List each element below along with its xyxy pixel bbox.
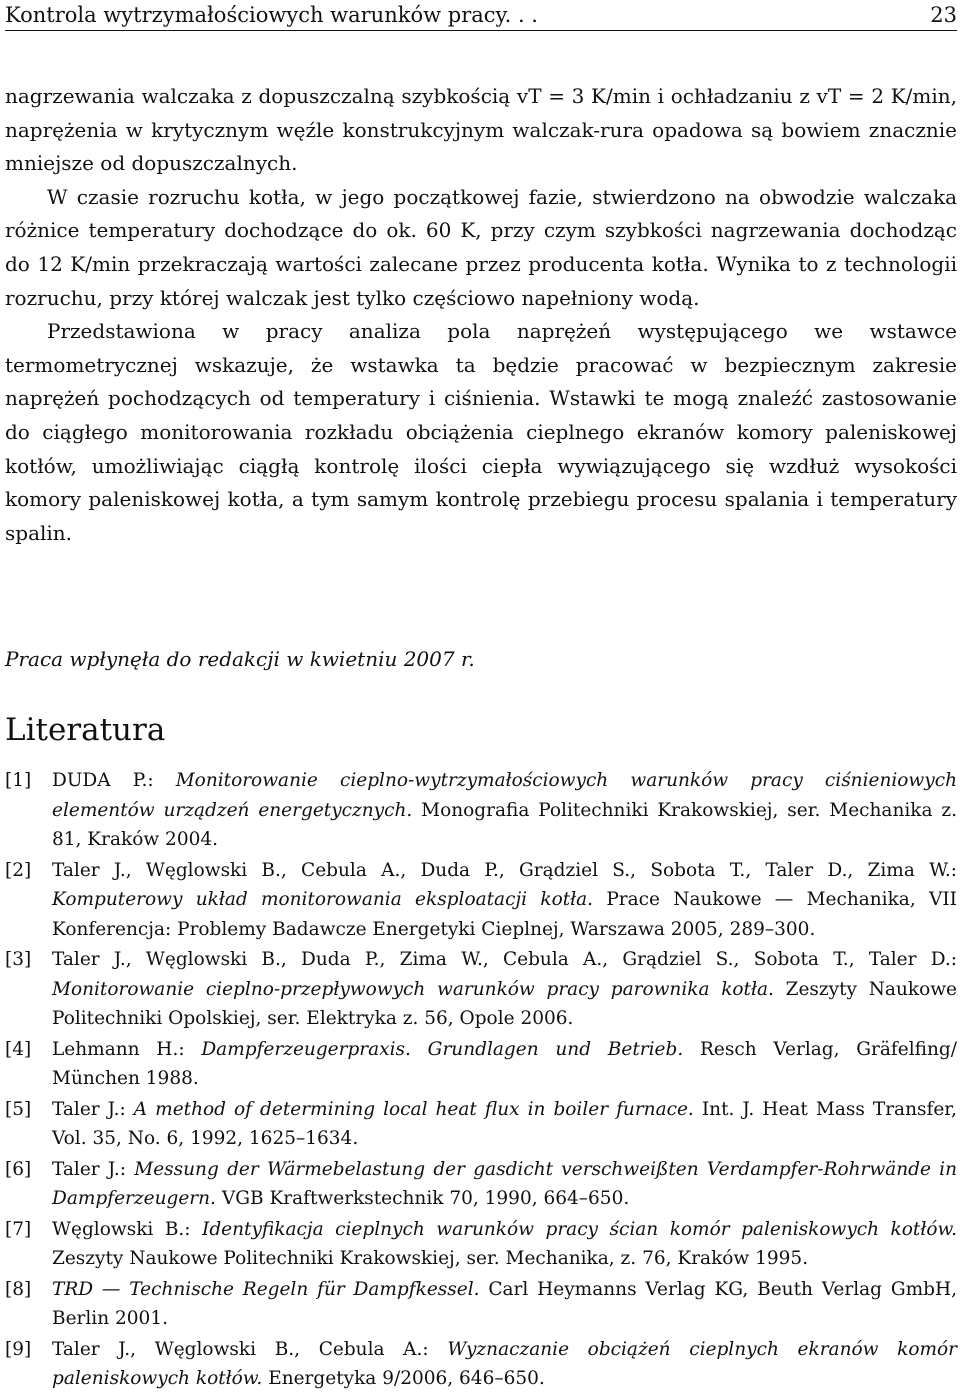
reference-item xyxy=(5,1335,957,1394)
body-text xyxy=(5,80,957,550)
paragraph: W czasie rozruchu kotła, w jego początkowej fazie, stwierdzono na obwodzie walczaka różnice temperatury dochodzące do ok. 60 K, przy czym szybkości nagrzewania dochodząc do 12 K/min przekraczają wartości zalecane przez producenta kotła. Wynika to z technologii rozruchu, przy której walczak jest tylko częściowo napełniony wodą. xyxy=(5,184,957,310)
reference-details: Monografia Politechniki Krakowskiej, ser. Mechanika z. 81, Kraków 2004. xyxy=(52,799,957,850)
reference-title: Monitorowanie cieplno-wytrzymałościowych warunków pracy ciśnieniowych elementów urządzeń energetycznych. xyxy=(52,770,957,821)
reference-number: [6] xyxy=(5,1158,32,1180)
running-title: Kontrola wytrzymałościowych warunków pracy. . . xyxy=(5,3,538,27)
section-title: Literatura xyxy=(5,712,166,748)
reference-number: [5] xyxy=(5,1098,32,1120)
reference-title: Monitorowanie cieplno-przepływowych warunków pracy parownika kotła. xyxy=(52,978,774,1000)
reference-authors: Węglowski B.: xyxy=(52,1218,191,1240)
reference-details: Int. J. Heat Mass Transfer, Vol. 35, No. 6, 1992, 1625–1634. xyxy=(52,1098,957,1149)
reference-title: TRD — Technische Regeln für Dampfkessel. xyxy=(52,1278,480,1300)
reference-item xyxy=(5,1215,957,1274)
reference-number: [8] xyxy=(5,1278,32,1300)
page-number: 23 xyxy=(930,3,957,27)
reference-details: Energetyka 9/2006, 646–650. xyxy=(268,1368,545,1389)
reference-item xyxy=(5,1095,957,1154)
reference-item xyxy=(5,1155,957,1214)
reference-item xyxy=(5,945,957,1034)
running-header xyxy=(5,2,957,31)
paragraph: nagrzewania walczaka z dopuszczalną szybkością vT = 3 K/min i ochładzaniu z vT = 2 K/min, naprężenia w krytycznym węźle konstrukcyjnym walczak-rura opadowa są bowiem znacznie mniejsze od dopuszczalnych. xyxy=(5,84,957,176)
reference-list xyxy=(5,766,957,1395)
reference-number: [4] xyxy=(5,1038,32,1060)
reference-authors: Taler J., Węglowski B., Cebula A.: xyxy=(52,1338,429,1360)
paragraph: Przedstawiona w pracy analiza pola naprężeń występującego we wstawce termometrycznej wskazuje, że wstawka ta będzie pracować w bezpiecznym zakresie naprężeń pochodzących od temperatury i ciśnienia. Wstawki te mogą znaleźć zastosowanie do ciągłego monitorowania rozkładu obciążenia cieplnego ekranów komory paleniskowej kotłów, umożliwiając ciągłą kontrolę ilości ciepła wywiązującego się wzdłuż wysokości komory paleniskowej kotła, a tym samym kontrolę przebiegu procesu spalania i temperatury spalin. xyxy=(5,319,957,545)
reference-title: Wyznaczanie obciążeń cieplnych ekranów komór paleniskowych kotłów. xyxy=(52,1338,957,1389)
reference-details: Zeszyty Naukowe Politechniki Opolskiej, ser. Elektryka z. 56, Opole 2006. xyxy=(52,978,957,1029)
reference-title: A method of determining local heat flux in boiler furnace. xyxy=(133,1098,694,1120)
reference-authors: Taler J., Węglowski B., Duda P., Zima W., Cebula A., Grądziel S., Sobota T., Taler D.: xyxy=(52,949,957,970)
reference-authors: Taler J.: xyxy=(52,1098,126,1120)
reference-item xyxy=(5,856,957,945)
reference-title: Dampferzeugerpraxis. Grundlagen und Betrieb. xyxy=(201,1038,684,1060)
reference-authors: Taler J.: xyxy=(52,1158,126,1180)
reference-number: [1] xyxy=(5,770,32,791)
reference-authors: DUDA P.: xyxy=(52,770,154,791)
reference-number: [7] xyxy=(5,1218,32,1240)
reference-number: [3] xyxy=(5,949,32,970)
reference-details: Prace Naukowe — Mechanika, VII Konferencja: Problemy Badawcze Energetyki Cieplnej, Warszawa 2005, 289–300. xyxy=(52,889,957,940)
reference-title: Messung der Wärmebelastung der gasdicht verschweißten Verdampfer-Rohrwände in Dampferzeugern. xyxy=(52,1158,958,1209)
reference-item xyxy=(5,766,957,855)
reference-details: VGB Kraftwerkstechnik 70, 1990, 664–650. xyxy=(221,1188,630,1209)
reference-details: Resch Verlag, Gräfelfing/ München 1988. xyxy=(52,1038,957,1089)
received-note: Praca wpłynęła do redakcji w kwietniu 2007 r. xyxy=(5,647,475,671)
reference-item xyxy=(5,1275,957,1334)
reference-number: [9] xyxy=(5,1338,32,1360)
reference-details: Zeszyty Naukowe Politechniki Krakowskiej, ser. Mechanika, z. 76, Kraków 1995. xyxy=(52,1248,809,1269)
reference-details: Carl Heymanns Verlag KG, Beuth Verlag GmbH, Berlin 2001. xyxy=(52,1278,957,1329)
reference-authors: Lehmann H.: xyxy=(52,1038,185,1060)
reference-number: [2] xyxy=(5,859,32,881)
reference-title: Identyfikacja cieplnych warunków pracy ścian komór paleniskowych kotłów. xyxy=(202,1218,957,1240)
reference-title: Komputerowy układ monitorowania eksploatacji kotła. xyxy=(52,889,594,910)
reference-item xyxy=(5,1035,957,1094)
reference-authors: Taler J., Węglowski B., Cebula A., Duda P., Grądziel S., Sobota T., Taler D., Zima W.: xyxy=(52,859,957,881)
